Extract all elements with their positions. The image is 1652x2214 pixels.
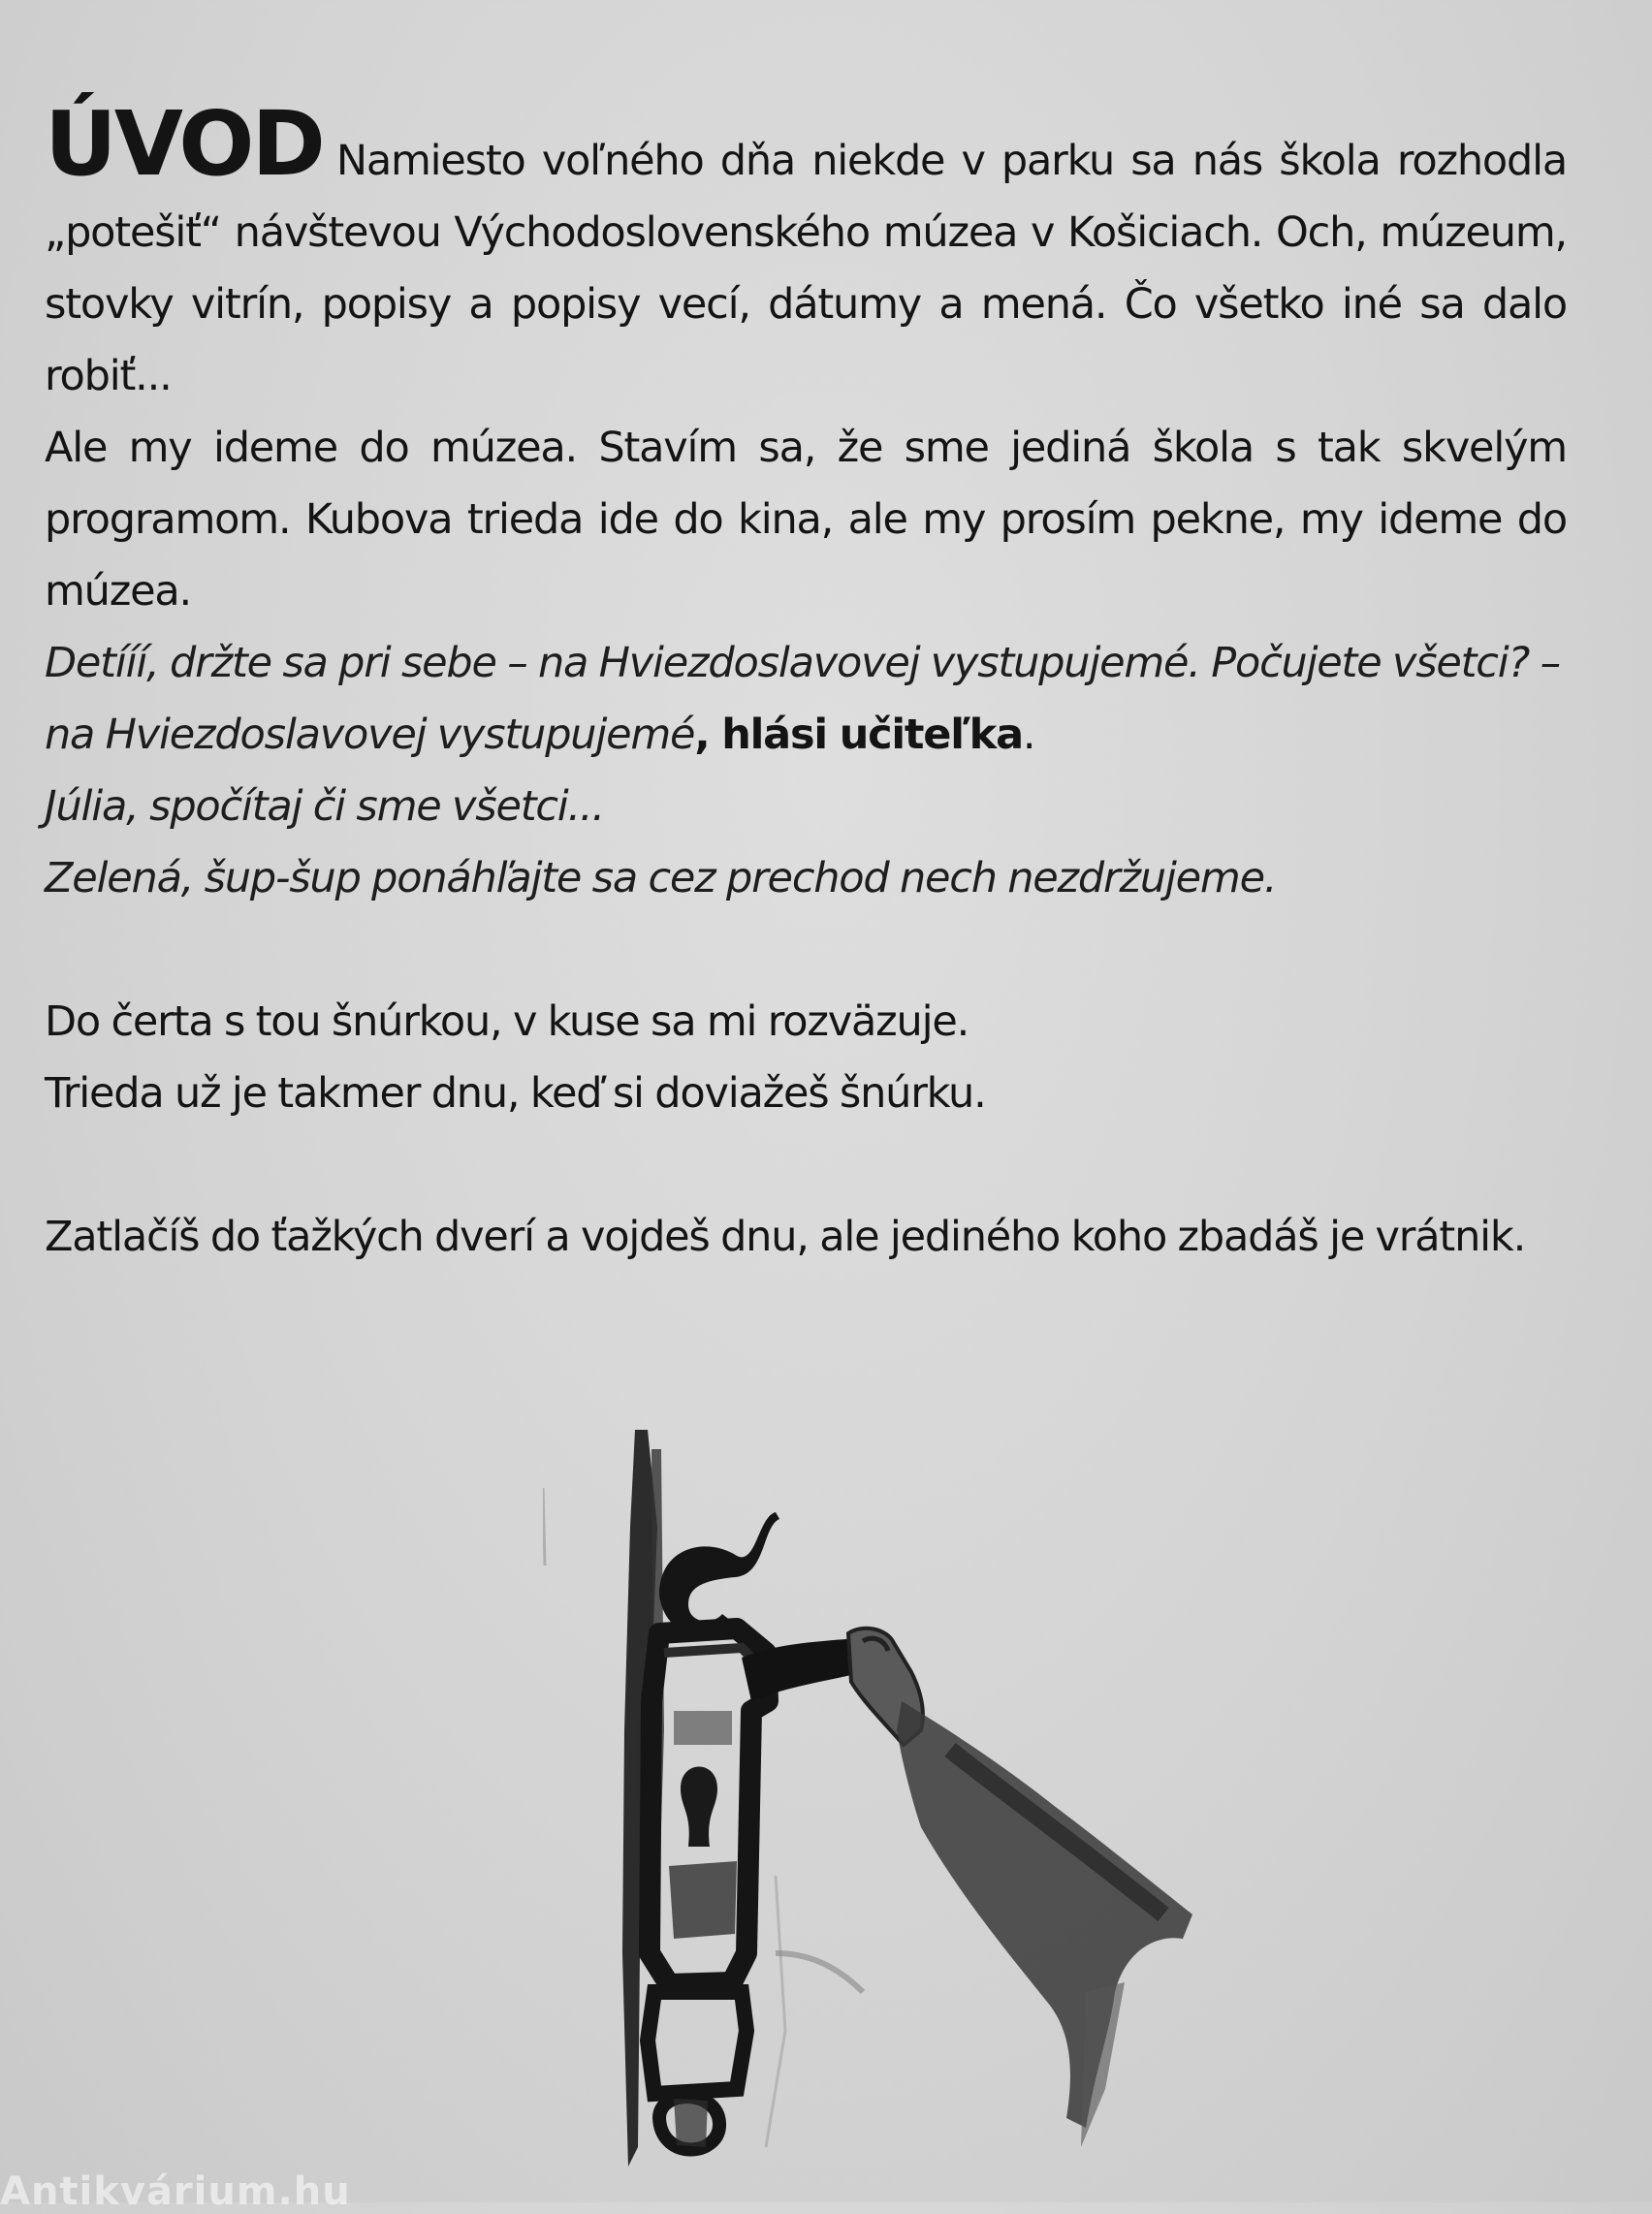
dialogue-period: .: [1022, 711, 1035, 759]
dialogue-line-3: Zelená, šup-šup ponáhľajte sa cez prechod nech nezdržujeme.: [45, 854, 1277, 902]
paragraph-gap: [45, 914, 1567, 986]
teacher-speech: Detííí, držte sa pri sebe – na Hviezdoslavovej vystupujemé. Počujete všetci? – na Hviezdoslavovej vystupujemé: [45, 639, 1560, 759]
intro-paragraph: [45, 92, 1567, 412]
dialogue-line-2: Júlia, spočítaj či sme všetci...: [45, 782, 604, 831]
dialogue-line-1: [45, 627, 1567, 771]
watermark: Antikvárium.hu: [0, 2169, 351, 2214]
shoelace-line-1: Do čerta s tou šnúrkou, v kuse sa mi rozväzuje.: [45, 997, 969, 1046]
text-block: [45, 92, 1567, 1273]
shoelace-line-2: Trieda už je takmer dnu, keď si doviažeš šnúrku.: [45, 1069, 986, 1118]
intro-text: Namiesto voľného dňa niekde v parku sa nás škola rozhodla „potešiť“ návštevou Východoslovenského múzea v Košiciach. Och, múzeum, stovky vitrín, popisy a popisy vecí, dátumy a mená. Čo všetko iné sa dalo robiť...: [45, 137, 1567, 400]
paragraph-gap: [45, 1129, 1567, 1201]
museum-paragraph: Ale my ideme do múzea. Stavím sa, že sme jediná škola s tak skvelým programom. Kubova trieda ide do kina, ale my prosím pekne, my ideme do múzea.: [45, 424, 1567, 616]
chapter-title: ÚVOD: [45, 92, 323, 196]
door-handle-illustration: [543, 1410, 1241, 2186]
speaker-tag: , hlási učiteľka: [694, 711, 1023, 759]
door-paragraph: Zatlačíš do ťažkých dverí a vojdeš dnu, ale jediného koho zbadáš je vrátnik.: [45, 1213, 1526, 1261]
